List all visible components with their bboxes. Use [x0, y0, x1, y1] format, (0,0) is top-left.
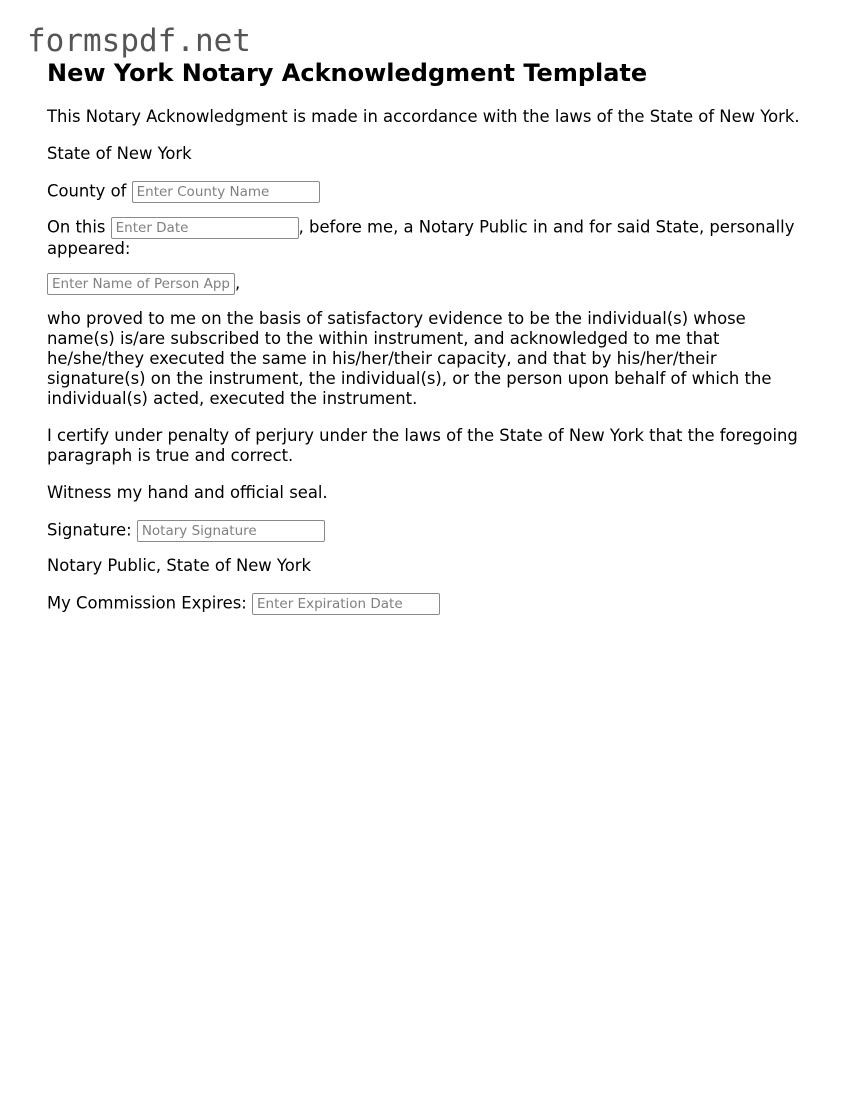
certify-paragraph: I certify under penalty of perjury under the laws of the State of New York that the foregoing paragraph is true and correct. [47, 426, 798, 465]
county-row [47, 181, 817, 203]
commission-row [47, 593, 817, 615]
person-name-input[interactable] [47, 273, 235, 295]
appearance-prefix: On this [47, 217, 106, 237]
site-watermark: formspdf.net [27, 23, 251, 59]
commission-label: My Commission Expires: [47, 593, 247, 613]
signature-label: Signature: [47, 520, 132, 540]
state-line: State of New York [47, 144, 192, 163]
county-input[interactable] [132, 181, 320, 203]
signature-row [47, 520, 817, 542]
appearance-row [47, 217, 817, 259]
witness-line: Witness my hand and official seal. [47, 483, 328, 502]
document-title: New York Notary Acknowledgment Template [47, 59, 648, 87]
date-input[interactable] [111, 217, 299, 239]
expiration-date-input[interactable] [252, 593, 440, 615]
notary-document [47, 58, 817, 629]
person-row [47, 273, 817, 295]
appearance-suffix: , before me, a Notary Public in and for said State, personally appeared: [47, 217, 795, 258]
notary-line: Notary Public, State of New York [47, 556, 311, 575]
intro-paragraph: This Notary Acknowledgment is made in accordance with the laws of the State of New York. [47, 107, 800, 126]
signature-input[interactable] [137, 520, 325, 542]
person-suffix: , [235, 273, 241, 293]
county-label: County of [47, 181, 127, 201]
proof-paragraph: who proved to me on the basis of satisfactory evidence to be the individual(s) whose name(s) is/are subscribed to the within instrument, and acknowledged to me that he/she/they executed the same in his/her/their capacity, and that by his/her/their signature(s) on the instrument, the individual(s), or the person upon behalf of which the individual(s) acted, executed the instrument. [47, 309, 772, 408]
